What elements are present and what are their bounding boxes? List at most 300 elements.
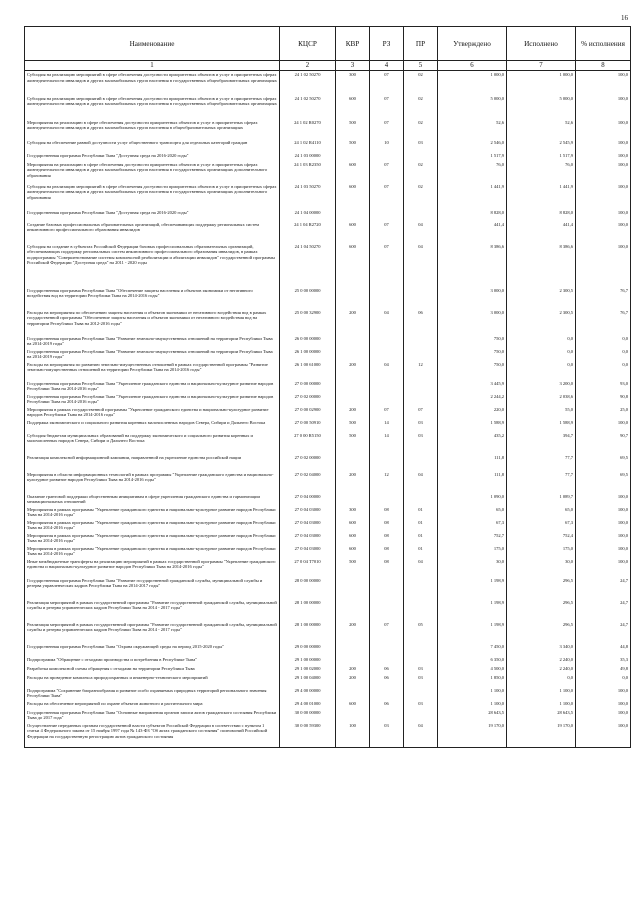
table-row [25,674,631,687]
row-executed: 55,0 [507,406,576,419]
row-approved: 2 244,2 [438,393,507,406]
table-row [25,406,631,419]
row-rz: 08 [370,532,404,545]
row-kcsr: 29 1 00 04000 [280,674,336,687]
row-kcsr: 27 0 04 03000 [280,519,336,532]
row-executed: 30,0 [507,558,576,577]
table-row [25,287,631,309]
table-row [25,643,631,656]
row-kcsr: 28 1 00 00000 [280,599,336,621]
row-kcsr: 24 1 03 00000 [280,152,336,161]
row-kcsr: 24 1 02 50270 [280,71,336,95]
row-pr: 01 [404,545,438,558]
row-executed: 28 643,5 [507,709,576,722]
row-name: Мероприятия в рамках программы "Укрепление гражданского единства и национально-культурное развитие народов Республики Тыва на 2014-2016 годы" [25,506,280,519]
row-kcsr: 27 0 00 00000 [280,380,336,393]
row-rz [370,380,404,393]
row-approved: 1 090,0 [438,493,507,506]
row-pr [404,687,438,700]
row-approved: 6 350,0 [438,656,507,665]
row-kcsr: 29 4 00 01000 [280,700,336,709]
row-kcsr: 25 0 00 00000 [280,287,336,309]
row-rz: 08 [370,545,404,558]
row-percent: 25,0 [576,406,631,419]
row-name: Субсидия на реализацию мероприятий в сфере обеспечения доступности приоритетных объектов и услуг в приоритетных сферах жизнедеятельности инвалидов и других маломобильных групп населения в государственных общеобразовательных организациях [25,71,280,95]
row-kvr [336,152,370,161]
row-approved: 3 000,0 [438,287,507,309]
row-percent: 100,0 [576,519,631,532]
table-row [25,454,631,471]
row-percent: 100,0 [576,221,631,243]
row-executed: 67,3 [507,519,576,532]
row-name: Мероприятия в рамках программы "Укрепление гражданского единства и национально-культурное развитие народов Республики Тыва на 2014-2016 годы" [25,532,280,545]
row-percent: 49,8 [576,665,631,674]
row-kvr: 200 [336,361,370,380]
row-rz: 08 [370,558,404,577]
row-kcsr: 27 0 00 R5150 [280,432,336,454]
row-rz: 03 [370,722,404,748]
row-approved: 111,8 [438,471,507,493]
column-number: 7 [507,61,576,71]
row-kvr [336,393,370,406]
row-pr: 05 [404,621,438,643]
row-pr: 06 [404,309,438,335]
row-kcsr: 27 0 04 00000 [280,493,336,506]
row-percent: 100,0 [576,709,631,722]
row-kvr [336,709,370,722]
col-header-pr: ПР [404,27,438,61]
row-pr: 04 [404,471,438,493]
row-pr: 02 [404,183,438,209]
row-kvr [336,335,370,348]
row-name: Государственная программа Республики Тыва "Доступная среда на 2016-2020 годы" [25,152,280,161]
row-kcsr: 27 0 04 T7010 [280,558,336,577]
row-kcsr: 24 1 02 50270 [280,95,336,119]
row-executed: 1 100,0 [507,700,576,709]
row-pr: 07 [404,406,438,419]
row-kcsr: 29 4 00 00000 [280,687,336,700]
row-name: Субсидия на обеспечение равной доступности услуг общественного транспорта для отдельных категорий граждан [25,139,280,152]
row-rz: 07 [370,161,404,183]
row-executed: 19 170,0 [507,722,576,748]
row-rz [370,287,404,309]
table-row [25,621,631,643]
row-executed: 2 038,6 [507,393,576,406]
row-name: Субсидия на реализацию мероприятий в сфере обеспечения доступности приоритетных объектов и услуг в приоритетных сферах жизнедеятельности инвалидов и других маломобильных групп населения в государственных общеобразовательных организациях [25,95,280,119]
row-approved: 1 850,0 [438,674,507,687]
row-rz: 10 [370,139,404,152]
row-kvr [336,687,370,700]
row-percent: 69,5 [576,454,631,471]
table-row [25,558,631,577]
row-kvr [336,577,370,599]
row-kcsr: 30 0 00 59300 [280,722,336,748]
row-approved: 52,6 [438,119,507,139]
page-number: 16 [621,14,628,22]
row-pr [404,656,438,665]
row-rz: 06 [370,665,404,674]
row-kvr: 600 [336,183,370,209]
row-approved: 5 000,0 [438,95,507,119]
row-kvr: 300 [336,71,370,95]
row-approved: 30,0 [438,558,507,577]
table-row [25,471,631,493]
row-executed: 175,0 [507,545,576,558]
row-rz [370,656,404,665]
row-kcsr: 30 0 00 00000 [280,709,336,722]
row-executed: 1 441,9 [507,183,576,209]
row-kvr: 100 [336,722,370,748]
row-pr: 04 [404,722,438,748]
row-rz: 07 [370,183,404,209]
row-percent: 76,7 [576,309,631,335]
table-row [25,95,631,119]
row-approved: 220,0 [438,406,507,419]
row-approved: 435,2 [438,432,507,454]
row-rz: 07 [370,221,404,243]
row-rz [370,348,404,361]
row-executed: 296,5 [507,599,576,621]
row-kvr: 200 [336,665,370,674]
row-kcsr: 27 0 04 03000 [280,506,336,519]
row-executed: 77,7 [507,454,576,471]
row-approved: 4 500,0 [438,665,507,674]
row-kvr: 600 [336,221,370,243]
row-kvr: 600 [336,243,370,287]
row-kvr [336,599,370,621]
row-executed: 394,7 [507,432,576,454]
column-number-row [25,61,631,71]
row-approved: 175,0 [438,545,507,558]
row-name: Реализация комплексной информационной кампании, направленной на укрепление единства российской нации [25,454,280,471]
table-row [25,709,631,722]
row-pr: 04 [404,221,438,243]
row-pr: 03 [404,432,438,454]
row-executed: 2 300,5 [507,287,576,309]
budget-table [24,26,631,748]
row-pr [404,380,438,393]
row-name: Поддержка экономического и социального развития коренных малочисленных народов Севера, Сибири и Дальнего Востока [25,419,280,432]
row-name: Мероприятия на реализацию в сфере обеспечения доступности приоритетных объектов и услуг в приоритетных сферах жизнедеятельности инвалидов и других маломобильных групп населения в общеобразовательных организациях [25,119,280,139]
row-approved: 750,0 [438,348,507,361]
row-percent: 100,0 [576,700,631,709]
row-name: Государственная программа Республики Тыва "Доступная среда на 2016-2020 годы" [25,209,280,221]
col-header-approved: Утверждено [438,27,507,61]
row-pr [404,287,438,309]
row-name: Иные межбюджетные трансферты на реализацию мероприятий в рамках государственной программы "Укрепление гражданского единства и национально-культурное развитие народов Республики Тыва на 2014-2016 годы" [25,558,280,577]
row-rz [370,709,404,722]
table-row [25,545,631,558]
row-pr [404,454,438,471]
row-executed: 52,6 [507,119,576,139]
row-kcsr: 27 0 04 03000 [280,545,336,558]
row-pr: 04 [404,558,438,577]
row-percent: 100,0 [576,95,631,119]
row-percent: 100,0 [576,558,631,577]
row-name: Государственная программа Республики Тыва "Охрана окружающей среды на период 2015-2020 годы" [25,643,280,656]
table-row [25,161,631,183]
row-kvr: 600 [336,545,370,558]
row-executed: 3 340,0 [507,643,576,656]
row-kvr [336,643,370,656]
row-percent: 0,0 [576,348,631,361]
column-number: 2 [280,61,336,71]
row-name: Мероприятия в рамках программы "Укрепление гражданского единства и национально-культурное развитие народов Республики Тыва на 2014-2016 годы" [25,545,280,558]
row-pr [404,335,438,348]
row-executed: 2 300,5 [507,309,576,335]
row-pr: 03 [404,700,438,709]
row-rz: 14 [370,432,404,454]
row-pr [404,393,438,406]
table-row [25,335,631,348]
row-name: Государственная программа Республики Тыва "Развитие государственной гражданской службы, муниципальной службы и резерва управленческих кадров Республики Тыва на 2014-2017 годы" [25,577,280,599]
table-row [25,139,631,152]
row-executed: 77,7 [507,471,576,493]
row-pr [404,209,438,221]
row-executed: 296,5 [507,621,576,643]
row-kcsr: 26 1 00 00000 [280,348,336,361]
row-pr: 02 [404,95,438,119]
table-row [25,519,631,532]
col-header-kcsr: КЦСР [280,27,336,61]
row-percent: 100,0 [576,419,631,432]
row-percent: 76,7 [576,287,631,309]
row-rz: 06 [370,674,404,687]
row-percent: 24,7 [576,599,631,621]
table-row [25,506,631,519]
row-executed: 8 828,0 [507,209,576,221]
row-percent: 93,0 [576,380,631,393]
row-rz: 07 [370,406,404,419]
column-number: 5 [404,61,438,71]
row-name: Государственная программа Республики Тыва "Укрепление гражданского единства и национально-культурное развитие народов Республики Тыва на 2014-2016 годы" [25,393,280,406]
row-kvr: 200 [336,621,370,643]
row-kvr: 600 [336,700,370,709]
row-percent: 100,0 [576,139,631,152]
row-approved: 8 828,0 [438,209,507,221]
row-kcsr: 27 0 02 04000 [280,471,336,493]
row-rz: 04 [370,361,404,380]
row-pr: 02 [404,161,438,183]
row-rz [370,577,404,599]
row-name: Реализация мероприятий в рамках государственной программы "Развитие государственной гражданской службы, муниципальной службы и резерва управленческих кадров Республики Тыва на 2014 - 2017 годы" [25,599,280,621]
table-row [25,380,631,393]
row-rz: 07 [370,243,404,287]
row-approved: 750,0 [438,361,507,380]
row-approved: 752,7 [438,532,507,545]
row-executed: 2 240,0 [507,665,576,674]
row-rz [370,209,404,221]
row-approved: 19 170,0 [438,722,507,748]
row-executed: 1 089,7 [507,493,576,506]
row-kcsr: 25 0 00 32900 [280,309,336,335]
row-kcsr: 27 0 02 00000 [280,454,336,471]
row-percent: 0,0 [576,674,631,687]
row-pr: 03 [404,419,438,432]
row-name: Подпрограмма "Сохранение биоразнообразия и развитие особо охраняемых природных территорий регионального значения Республики Тыва" [25,687,280,700]
col-header-executed: Исполнено [507,27,576,61]
row-name: Разработка комплексной схемы обращения с отходами на территории Республики Тыва [25,665,280,674]
row-pr [404,643,438,656]
row-kcsr: 28 1 00 00000 [280,621,336,643]
row-name: Государственная программа Республики Тыва "Обеспечение защиты населения и объектов экономики от негативного воздействия вод на территории Республики Тыва на 2014-2016 годы" [25,287,280,309]
row-rz [370,393,404,406]
row-kvr: 500 [336,558,370,577]
table-row [25,243,631,287]
row-kcsr: 26 0 00 00000 [280,335,336,348]
table-row [25,532,631,545]
row-kcsr: 24 1 04 50270 [280,243,336,287]
row-approved: 2 546,0 [438,139,507,152]
row-pr: 04 [404,243,438,287]
row-pr: 01 [404,532,438,545]
table-row [25,687,631,700]
row-kcsr: 29 0 00 00000 [280,643,336,656]
row-rz: 12 [370,471,404,493]
row-kcsr: 24 1 03 50270 [280,183,336,209]
row-name: Государственная программа Республики Тыва "Укрепление гражданского единства и национально-культурное развитие народов Республики Тыва на 2014-2016 годы" [25,380,280,393]
row-rz [370,152,404,161]
row-pr [404,577,438,599]
row-name: Государственная программа Республики Тыва "Развитие земельно-имущественных отношений на территории Республики Тыва на 2014-2019 годы" [25,335,280,348]
row-name: Государственная программа Республики Тыва "Развитие земельно-имущественных отношений на территории Республики Тыва на 2014-2019 годы" [25,348,280,361]
row-kvr: 600 [336,519,370,532]
row-name: Реализация мероприятий в рамках государственной программы "Развитие государственной гражданской службы, муниципальной службы и резерва управленческих кадров Республики Тыва на 2014 - 2017 годы" [25,621,280,643]
row-approved: 441,4 [438,221,507,243]
row-rz: 14 [370,419,404,432]
row-percent: 100,0 [576,243,631,287]
table-row [25,393,631,406]
row-pr [404,348,438,361]
row-kvr [336,493,370,506]
row-executed: 441,4 [507,221,576,243]
row-executed: 1 517,9 [507,152,576,161]
row-executed: 1 588,9 [507,419,576,432]
row-percent: 100,0 [576,532,631,545]
row-kvr [336,348,370,361]
row-kvr [336,287,370,309]
row-approved: 67,3 [438,519,507,532]
row-kcsr: 24 1 02 R0270 [280,119,336,139]
row-pr: 12 [404,361,438,380]
row-rz: 07 [370,71,404,95]
table-row [25,221,631,243]
table-row [25,493,631,506]
row-percent: 100,0 [576,545,631,558]
row-approved: 1 441,9 [438,183,507,209]
row-executed: 76,0 [507,161,576,183]
col-header-name: Наименование [25,27,280,61]
row-executed: 0,0 [507,361,576,380]
row-approved: 750,0 [438,335,507,348]
row-name: Мероприятия на реализацию в сфере обеспечения доступности приоритетных объектов и услуг в приоритетных сферах жизнедеятельности инвалидов и других маломобильных групп населения в государственных организациях дополнительного образования [25,161,280,183]
row-rz [370,599,404,621]
row-kvr: 500 [336,419,370,432]
row-approved: 1 100,0 [438,687,507,700]
row-pr [404,599,438,621]
row-name: Мероприятия в рамках государственной программы "Укрепление гражданского единства и национально-культурное развитие народов Республики Тыва на 2014-2016 годы" [25,406,280,419]
row-percent: 24,7 [576,621,631,643]
row-name: Расходы на обеспечение мероприятий по охране объектов животного и растительного мира [25,700,280,709]
row-kvr: 200 [336,674,370,687]
row-name: Осуществление переданных органам государственной власти субъектов Российской Федерации в соответствии с пунктом 1 статьи 4 Федерального закона от 15 ноября 1997 года № 143-ФЗ "Об актах гражданского состояния" полномочий Российской Федерации на государственную регистрацию актов гражданского состояния [25,722,280,748]
row-rz [370,643,404,656]
col-header-percent: % исполнения [576,27,631,61]
row-kcsr: 24 1 02 R4110 [280,139,336,152]
row-percent: 100,0 [576,183,631,209]
row-name: Государственная программа Республики Тыва "Основные направления органов записи актов гражданского состояния Республики Тыва до 2017 года" [25,709,280,722]
column-number: 8 [576,61,631,71]
row-approved: 65,0 [438,506,507,519]
row-approved: 76,0 [438,161,507,183]
row-rz: 08 [370,506,404,519]
row-approved: 7 450,0 [438,643,507,656]
row-executed: 296,5 [507,577,576,599]
row-percent: 90,8 [576,393,631,406]
row-pr [404,152,438,161]
row-rz: 07 [370,95,404,119]
row-executed: 752,4 [507,532,576,545]
row-rz: 07 [370,621,404,643]
row-approved: 1 100,0 [438,700,507,709]
row-executed: 0,0 [507,674,576,687]
table-row [25,183,631,209]
row-percent: 0,0 [576,361,631,380]
row-pr: 02 [404,71,438,95]
row-approved: 3 445,9 [438,380,507,393]
row-rz: 08 [370,519,404,532]
row-pr [404,493,438,506]
row-percent: 100,0 [576,152,631,161]
row-kcsr: 27 0 02 00000 [280,393,336,406]
table-row [25,152,631,161]
row-name: Расходы на проведение комплекса природоохранных и инженерно-технического мероприятий [25,674,280,687]
row-kcsr: 28 0 00 00000 [280,577,336,599]
row-name: Мероприятия в области информационных технологий в рамках программы "Укрепление гражданского единства и национально-культурное развитие народов Республики Тыва на 2014-2016 годы" [25,471,280,493]
row-kcsr: 29 1 00 00000 [280,656,336,665]
row-name: Мероприятия в рамках программы "Укрепление гражданского единства и национально-культурное развитие народов Республики Тыва на 2014-2016 годы" [25,519,280,532]
row-approved: 1 198,9 [438,621,507,643]
row-kvr: 600 [336,161,370,183]
table-body [25,71,631,748]
table-row [25,361,631,380]
row-pr: 03 [404,139,438,152]
table-row [25,432,631,454]
row-approved: 1 517,9 [438,152,507,161]
table-row [25,348,631,361]
row-kcsr: 26 1 00 61000 [280,361,336,380]
column-number: 4 [370,61,404,71]
row-executed: 2 545,9 [507,139,576,152]
row-approved: 1 588,9 [438,419,507,432]
row-kcsr: 27 0 04 03000 [280,532,336,545]
row-approved: 3 000,0 [438,309,507,335]
row-percent: 100,0 [576,161,631,183]
row-name: Расходы на мероприятия по развитию земельно-имущественных отношений в рамках государственной программы "Развитие земельно-имущественных отношений на территории Республики Тыва на 2014-2016 годы" [25,361,280,380]
row-pr: 03 [404,665,438,674]
row-approved: 28 643,5 [438,709,507,722]
row-kcsr: 24 1 04 R2720 [280,221,336,243]
row-kvr: 600 [336,532,370,545]
row-kvr: 200 [336,406,370,419]
row-kvr: 600 [336,95,370,119]
row-percent: 100,0 [576,493,631,506]
row-executed: 1 100,0 [507,687,576,700]
row-pr: 02 [404,119,438,139]
table-row [25,700,631,709]
row-kcsr: 24 1 04 00000 [280,209,336,221]
row-approved: 1 198,9 [438,577,507,599]
